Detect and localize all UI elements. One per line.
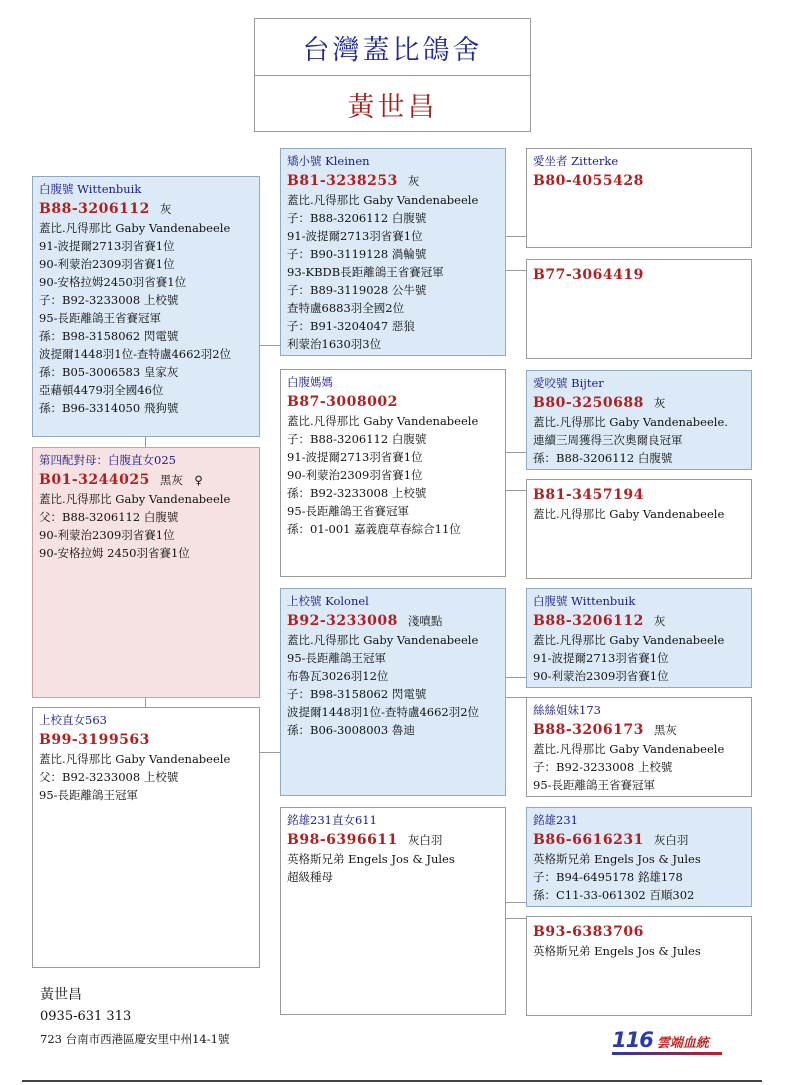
ring-number: B88-3206112 [39,201,150,217]
info-line: 亞藉頓4479羽全國46位 [39,383,164,397]
bird-name: 愛坐者 Zitterke [533,154,619,168]
dam-dam-card [280,807,506,1015]
info-line: 超級種母 [287,870,333,884]
ring-number: B99-3199563 [39,732,150,748]
info-line: 孫：B88-3206112 白腹號 [533,451,673,465]
info-line: 子：B88-3206112 白腹號 [287,432,427,446]
sire-card [32,176,260,437]
info-line: 95-長距離鴿王省賽冠軍 [533,778,656,792]
connector [505,236,527,237]
info-line: 孫：B05-3006583 皇家灰 [39,365,179,379]
owner-info [40,984,229,1050]
info-line: 利蒙治1630羽3位 [287,337,382,351]
connector [259,345,281,346]
logo-text: 雲端血統 [656,1036,709,1051]
ring-number: B86-6616231 [533,832,644,848]
bird-color: 灰白羽 [653,833,689,847]
info-line: 英格斯兄弟 Engels Jos & Jules [287,852,455,866]
ring-number: B80-4055428 [533,173,644,189]
info-line: 英格斯兄弟 Engels Jos & Jules [533,944,701,958]
info-line: 孫：B92-3233008 上校號 [287,486,427,500]
info-line: 93-KBDB長距離鴿王省賽冠軍 [287,265,444,279]
info-line: 子：B92-3233008 上校號 [39,293,179,307]
sire-dam-card [280,369,506,577]
info-line: 子：B88-3206112 白腹號 [287,211,427,225]
info-line: 孫：01-001 嘉義鹿草春綜合11位 [287,522,461,536]
info-line: 波提爾1448羽1位-查特盧4662羽2位 [39,347,232,361]
bird-color: 灰 [653,614,666,628]
logo-underline [612,1052,722,1055]
ring-number: B88-3206112 [533,613,644,629]
info-line: 95-長距離鴿王冠軍 [39,788,139,802]
dam-sire-card [280,588,506,796]
info-line: 90-安格拉姆 2450羽省賽1位 [39,546,190,560]
connector [505,918,527,919]
bird-name: 白腹號 Wittenbuik [39,182,142,196]
connector [145,697,146,707]
connector [145,437,146,447]
owner-title: 黃世昌 [347,91,438,123]
brand-logo [612,1028,722,1056]
logo-number: 116 [612,1028,653,1052]
bird-name: 白腹號 Wittenbuik [533,594,636,608]
connector [505,452,527,453]
info-line: 91-波提爾2713羽省賽1位 [287,229,423,243]
ring-number: B81-3457194 [533,487,644,503]
info-line: 孫：B96-3314050 飛狗號 [39,401,179,415]
bird-color: 灰 [407,174,420,188]
info-line: 英格斯兄弟 Engels Jos & Jules [533,852,701,866]
info-line: 蓋比.凡得那比 Gaby Vandenabeele [287,633,479,647]
ring-number: B80-3250688 [533,395,644,411]
info-line: 91-波提爾2713羽省賽1位 [39,239,175,253]
info-line: 蓋比.凡得那比 Gaby Vandenabeele [533,633,725,647]
info-line: 蓋比.凡得那比 Gaby Vandenabeele [39,492,231,506]
bird-name: 銘雄231直女611 [287,813,377,827]
info-line: 子：B89-3119028 公牛號 [287,283,427,297]
bird-name: 矯小號 Kleinen [287,154,370,168]
connector [259,752,281,753]
info-line: 孫：B06-3008003 魯迪 [287,723,415,737]
bird-name: 上校號 Kolonel [287,594,369,608]
ring-number: B93-6383706 [533,924,644,940]
bird-name: 白腹媽媽 [287,375,333,389]
ssd-card [526,259,752,359]
info-line: 蓋比.凡得那比 Gaby Vandenabeele [533,507,725,521]
info-line: 連續三周獲得三次奧爾良冠軍 [533,433,683,447]
info-line: 蓋比.凡得那比 Gaby Vandenabeele. [533,415,728,429]
dss-card [526,588,752,688]
title-box [254,18,531,132]
dam-card [32,447,260,698]
info-line: 蓋比.凡得那比 Gaby Vandenabeele [39,221,231,235]
owner-address: 723 台南市西港區慶安里中州14-1號 [40,1032,230,1046]
dsd-card [526,697,752,797]
owner-phone: 0935-631 313 [40,1009,132,1024]
ring-number: B92-3233008 [287,613,398,629]
info-line: 父：B92-3233008 上校號 [39,770,179,784]
bird-name: 上校直女563 [39,713,107,727]
sire-sire-card [280,148,506,356]
info-line: 91-波提爾2713羽省賽1位 [533,651,669,665]
bird-color: 灰 [159,202,172,216]
bird-color: 灰 [653,396,666,410]
connector [505,677,527,678]
ring-number: B81-3238253 [287,173,398,189]
info-line: 90-利蒙治2309羽省賽1位 [39,528,175,542]
info-line: 蓋比.凡得那比 Gaby Vandenabeele [533,742,725,756]
bird-name: 愛咬號 Bijter [533,376,604,390]
info-line: 子：B98-3158062 閃電號 [287,687,427,701]
footer-divider [22,1080,762,1082]
connector [505,270,527,271]
info-line: 蓋比.凡得那比 Gaby Vandenabeele [39,752,231,766]
info-line: 子：B91-3204047 惡狼 [287,319,415,333]
info-line: 孫：C11-33-061302 百順302 [533,888,695,902]
info-line: 95-長距離鴿王省賽冠軍 [287,504,410,518]
connector [505,697,527,698]
info-line: 父：B88-3206112 白腹號 [39,510,179,524]
bird-color: 淺噴點 [407,614,443,628]
ring-number: B87-3008002 [287,394,398,410]
info-line: 90-利蒙治2309羽省賽1位 [533,669,669,683]
bird-color: 黑灰 [653,723,677,737]
bird-name: 銘雄231 [533,813,578,827]
info-line: 查特盧6883羽全國2位 [287,301,405,315]
info-line: 90-利蒙治2309羽省賽1位 [287,468,423,482]
connector [505,490,527,491]
bird-color: 灰白羽 [407,833,443,847]
info-line: 布魯瓦3026羽12位 [287,669,389,683]
sss-card [526,148,752,248]
dam2-card [32,707,260,968]
sdd-card [526,479,752,579]
info-line: 波提爾1448羽1位-查特盧4662羽2位 [287,705,480,719]
ring-number: B77-3064419 [533,267,644,283]
info-line: 90-利蒙治2309羽省賽1位 [39,257,175,271]
ring-number: B98-6396611 [287,832,398,848]
info-line: 子：B94-6495178 銘雄178 [533,870,683,884]
ring-number: B88-3206173 [533,722,644,738]
sds-card [526,370,752,470]
dds-card [526,807,752,907]
info-line: 95-長距離鴿王冠軍 [287,651,387,665]
info-line: 91-波提爾2713羽省賽1位 [287,450,423,464]
bird-color: 黑灰 ♀ [159,473,203,487]
info-line: 子：B90-3119128 渦輪號 [287,247,427,261]
info-line: 蓋比.凡得那比 Gaby Vandenabeele [287,193,479,207]
info-line: 子：B92-3233008 上校號 [533,760,673,774]
ring-number: B01-3244025 [39,472,150,488]
ddd-card [526,916,752,1016]
loft-name: 台灣蓋比鴿舍 [255,19,530,76]
owner-name: 黃世昌 [40,987,82,1003]
info-line: 90-安格拉姆2450羽省賽1位 [39,275,187,289]
info-line: 蓋比.凡得那比 Gaby Vandenabeele [287,414,479,428]
info-line: 孫：B98-3158062 閃電號 [39,329,179,343]
connector [505,902,527,903]
info-line: 95-長距離鴿王省賽冠軍 [39,311,162,325]
bird-name: 絲絲姐妹173 [533,703,601,717]
bird-name: 第四配對母：白腹直女025 [39,453,176,467]
